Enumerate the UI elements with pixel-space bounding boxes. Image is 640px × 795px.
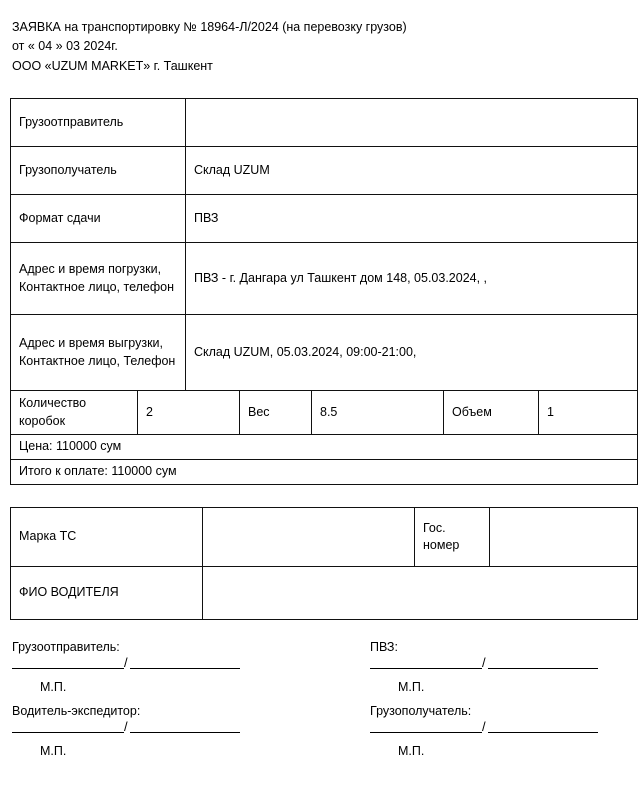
signature-label-pvz: ПВЗ: — [370, 640, 398, 655]
signature-name-line — [130, 668, 240, 669]
signature-lines — [12, 656, 312, 678]
table-row — [11, 147, 638, 195]
signature-name-line — [488, 732, 598, 733]
signature-line — [12, 732, 124, 733]
signature-stamp-note: М.П. — [398, 680, 425, 695]
table-row — [11, 243, 638, 315]
metrics-table — [10, 390, 638, 435]
row-value-unloading-address: Склад UZUM, 05.03.2024, 09:00-21:00, — [186, 315, 638, 391]
price-line: Цена: 110000 сум — [11, 435, 638, 460]
signature-area — [10, 640, 638, 760]
row-value-delivery-format: ПВЗ — [186, 195, 638, 243]
driver-name-value — [203, 567, 638, 620]
signature-line — [12, 668, 124, 669]
signature-lines — [370, 656, 640, 678]
row-value-consignee: Склад UZUM — [186, 147, 638, 195]
signature-label-consignor: Грузоотправитель: — [12, 640, 120, 655]
signature-block-pvz — [370, 640, 640, 758]
signature-line — [370, 668, 482, 669]
shipment-details-table — [10, 98, 638, 391]
row-value-loading-address: ПВЗ - г. Дангара ул Ташкент дом 148, 05.03.2024, , — [186, 243, 638, 315]
row-label-loading-address: Адрес и время погрузки, Контактное лицо, телефон — [11, 243, 186, 315]
signature-block-consignee — [370, 704, 640, 758]
signature-name-line — [488, 668, 598, 669]
row-label-consignee: Грузополучатель — [11, 147, 186, 195]
signature-lines — [370, 720, 640, 742]
signature-block-driver — [12, 704, 312, 758]
row-label-consignor: Грузоотправитель — [11, 99, 186, 147]
driver-name-label: ФИО ВОДИТЕЛЯ — [11, 567, 203, 620]
signature-slash: / — [482, 655, 486, 671]
table-row — [11, 567, 638, 620]
vehicle-brand-value — [203, 508, 415, 567]
signature-label-driver: Водитель-экспедитор: — [12, 704, 141, 719]
document-header — [12, 18, 630, 76]
header-title-line: ЗАЯВКА на транспортировку № 18964-Л/2024 (на перевозку грузов) — [12, 20, 407, 34]
signature-stamp-note: М.П. — [398, 744, 425, 759]
row-value-consignor — [186, 99, 638, 147]
signature-slash: / — [482, 719, 486, 735]
signature-line — [370, 732, 482, 733]
table-row — [11, 315, 638, 391]
signature-name-line — [130, 732, 240, 733]
table-row — [11, 99, 638, 147]
signature-block-consignor — [12, 640, 312, 758]
signature-label-consignee: Грузополучатель: — [370, 704, 472, 719]
table-row — [11, 391, 638, 435]
signature-lines — [12, 720, 312, 742]
vehicle-brand-label: Марка ТС — [11, 508, 203, 567]
table-row — [11, 508, 638, 567]
metric-label-volume: Объем — [444, 391, 539, 435]
signature-slash: / — [124, 655, 128, 671]
metric-value-weight: 8.5 — [312, 391, 444, 435]
metric-value-volume: 1 — [539, 391, 638, 435]
vehicle-plate-label: Гос. номер — [415, 508, 490, 567]
header-date-line: от « 04 » 03 2024г. — [12, 39, 118, 54]
metric-value-boxes: 2 — [138, 391, 240, 435]
price-table — [10, 434, 638, 485]
table-row — [11, 435, 638, 460]
metric-label-weight: Вес — [240, 391, 312, 435]
signature-stamp-note: М.П. — [40, 744, 67, 759]
vehicle-table — [10, 507, 638, 620]
row-label-unloading-address: Адрес и время выгрузки, Контактное лицо, Телефон — [11, 315, 186, 391]
metric-label-boxes: Количество коробок — [11, 391, 138, 435]
signature-slash: / — [124, 719, 128, 735]
row-label-delivery-format: Формат сдачи — [11, 195, 186, 243]
table-row — [11, 195, 638, 243]
vehicle-plate-value — [490, 508, 638, 567]
signature-stamp-note: М.П. — [40, 680, 67, 695]
total-line: Итого к оплате: 110000 сум — [11, 460, 638, 485]
table-row — [11, 460, 638, 485]
header-company-line: ООО «UZUM MARKET» г. Ташкент — [12, 58, 213, 73]
